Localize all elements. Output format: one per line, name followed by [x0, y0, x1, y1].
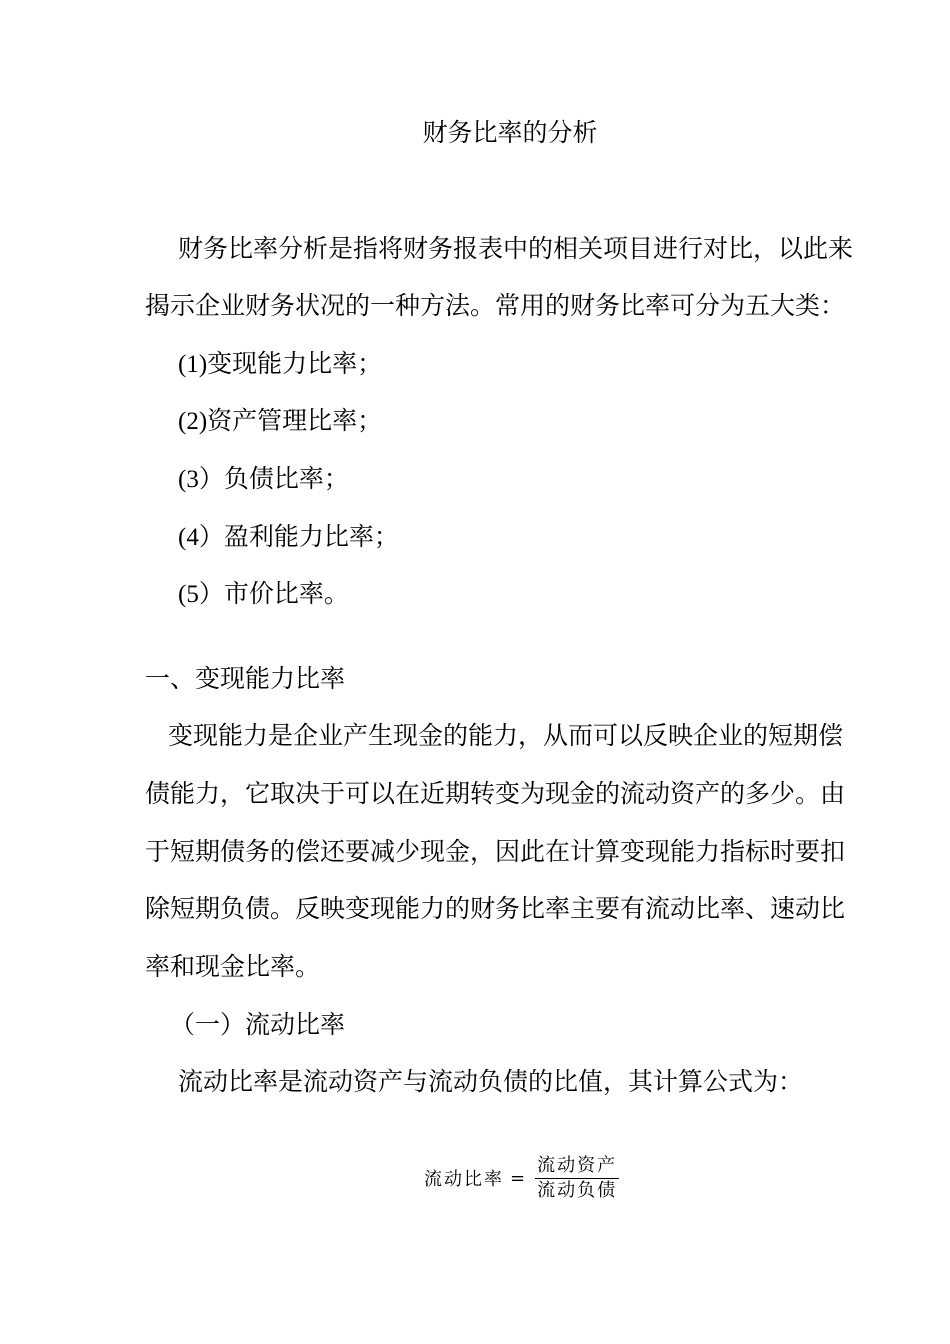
category-number: (3 — [178, 466, 199, 493]
category-item-2 — [178, 406, 382, 437]
intro-line-2: 揭示企业财务状况的一种方法。常用的财务比率可分为五大类： — [145, 291, 846, 320]
category-label: ）负债比率； — [198, 464, 349, 493]
section-para-line-5: 率和现金比率。 — [145, 952, 321, 981]
category-number: (5 — [178, 581, 199, 608]
section-heading: 一、变现能力比率 — [145, 664, 346, 693]
category-label: ）盈利能力比率； — [198, 522, 399, 551]
intro-line-1: 财务比率分析是指将财务报表中的相关项目进行对比，以此来 — [178, 234, 854, 263]
document-title: 财务比率的分析 — [422, 118, 598, 147]
category-label: 资产管理比率； — [207, 406, 383, 435]
formula-lhs: 流动比率 — [424, 1169, 504, 1190]
category-item-4 — [178, 522, 399, 553]
category-label: 变现能力比率； — [207, 349, 383, 378]
formula-equals: = — [510, 1167, 526, 1189]
current-ratio-formula — [424, 1155, 619, 1201]
category-item-3 — [178, 464, 349, 495]
category-label: ）市价比率。 — [198, 579, 349, 608]
category-number: (1) — [178, 351, 208, 378]
subsection-heading: （一）流动比率 — [170, 1010, 346, 1039]
formula-numerator: 流动资产 — [535, 1155, 619, 1179]
formula-intro: 流动比率是流动资产与流动负债的比值，其计算公式为： — [178, 1067, 804, 1096]
formula-denominator: 流动负债 — [537, 1179, 618, 1201]
section-para-line-1: 变现能力是企业产生现金的能力，从而可以反映企业的短期偿 — [168, 721, 844, 750]
category-item-1 — [178, 349, 382, 380]
section-para-line-2: 债能力，它取决于可以在近期转变为现金的流动资产的多少。由 — [145, 779, 846, 808]
section-para-line-4: 除短期负债。反映变现能力的财务比率主要有流动比率、速动比 — [145, 894, 846, 923]
category-item-5 — [178, 579, 349, 610]
category-number: (2) — [178, 408, 208, 435]
category-number: (4 — [178, 524, 199, 551]
section-para-line-3: 于短期债务的偿还要减少现金，因此在计算变现能力指标时要扣 — [145, 837, 846, 866]
formula-fraction — [535, 1155, 619, 1202]
